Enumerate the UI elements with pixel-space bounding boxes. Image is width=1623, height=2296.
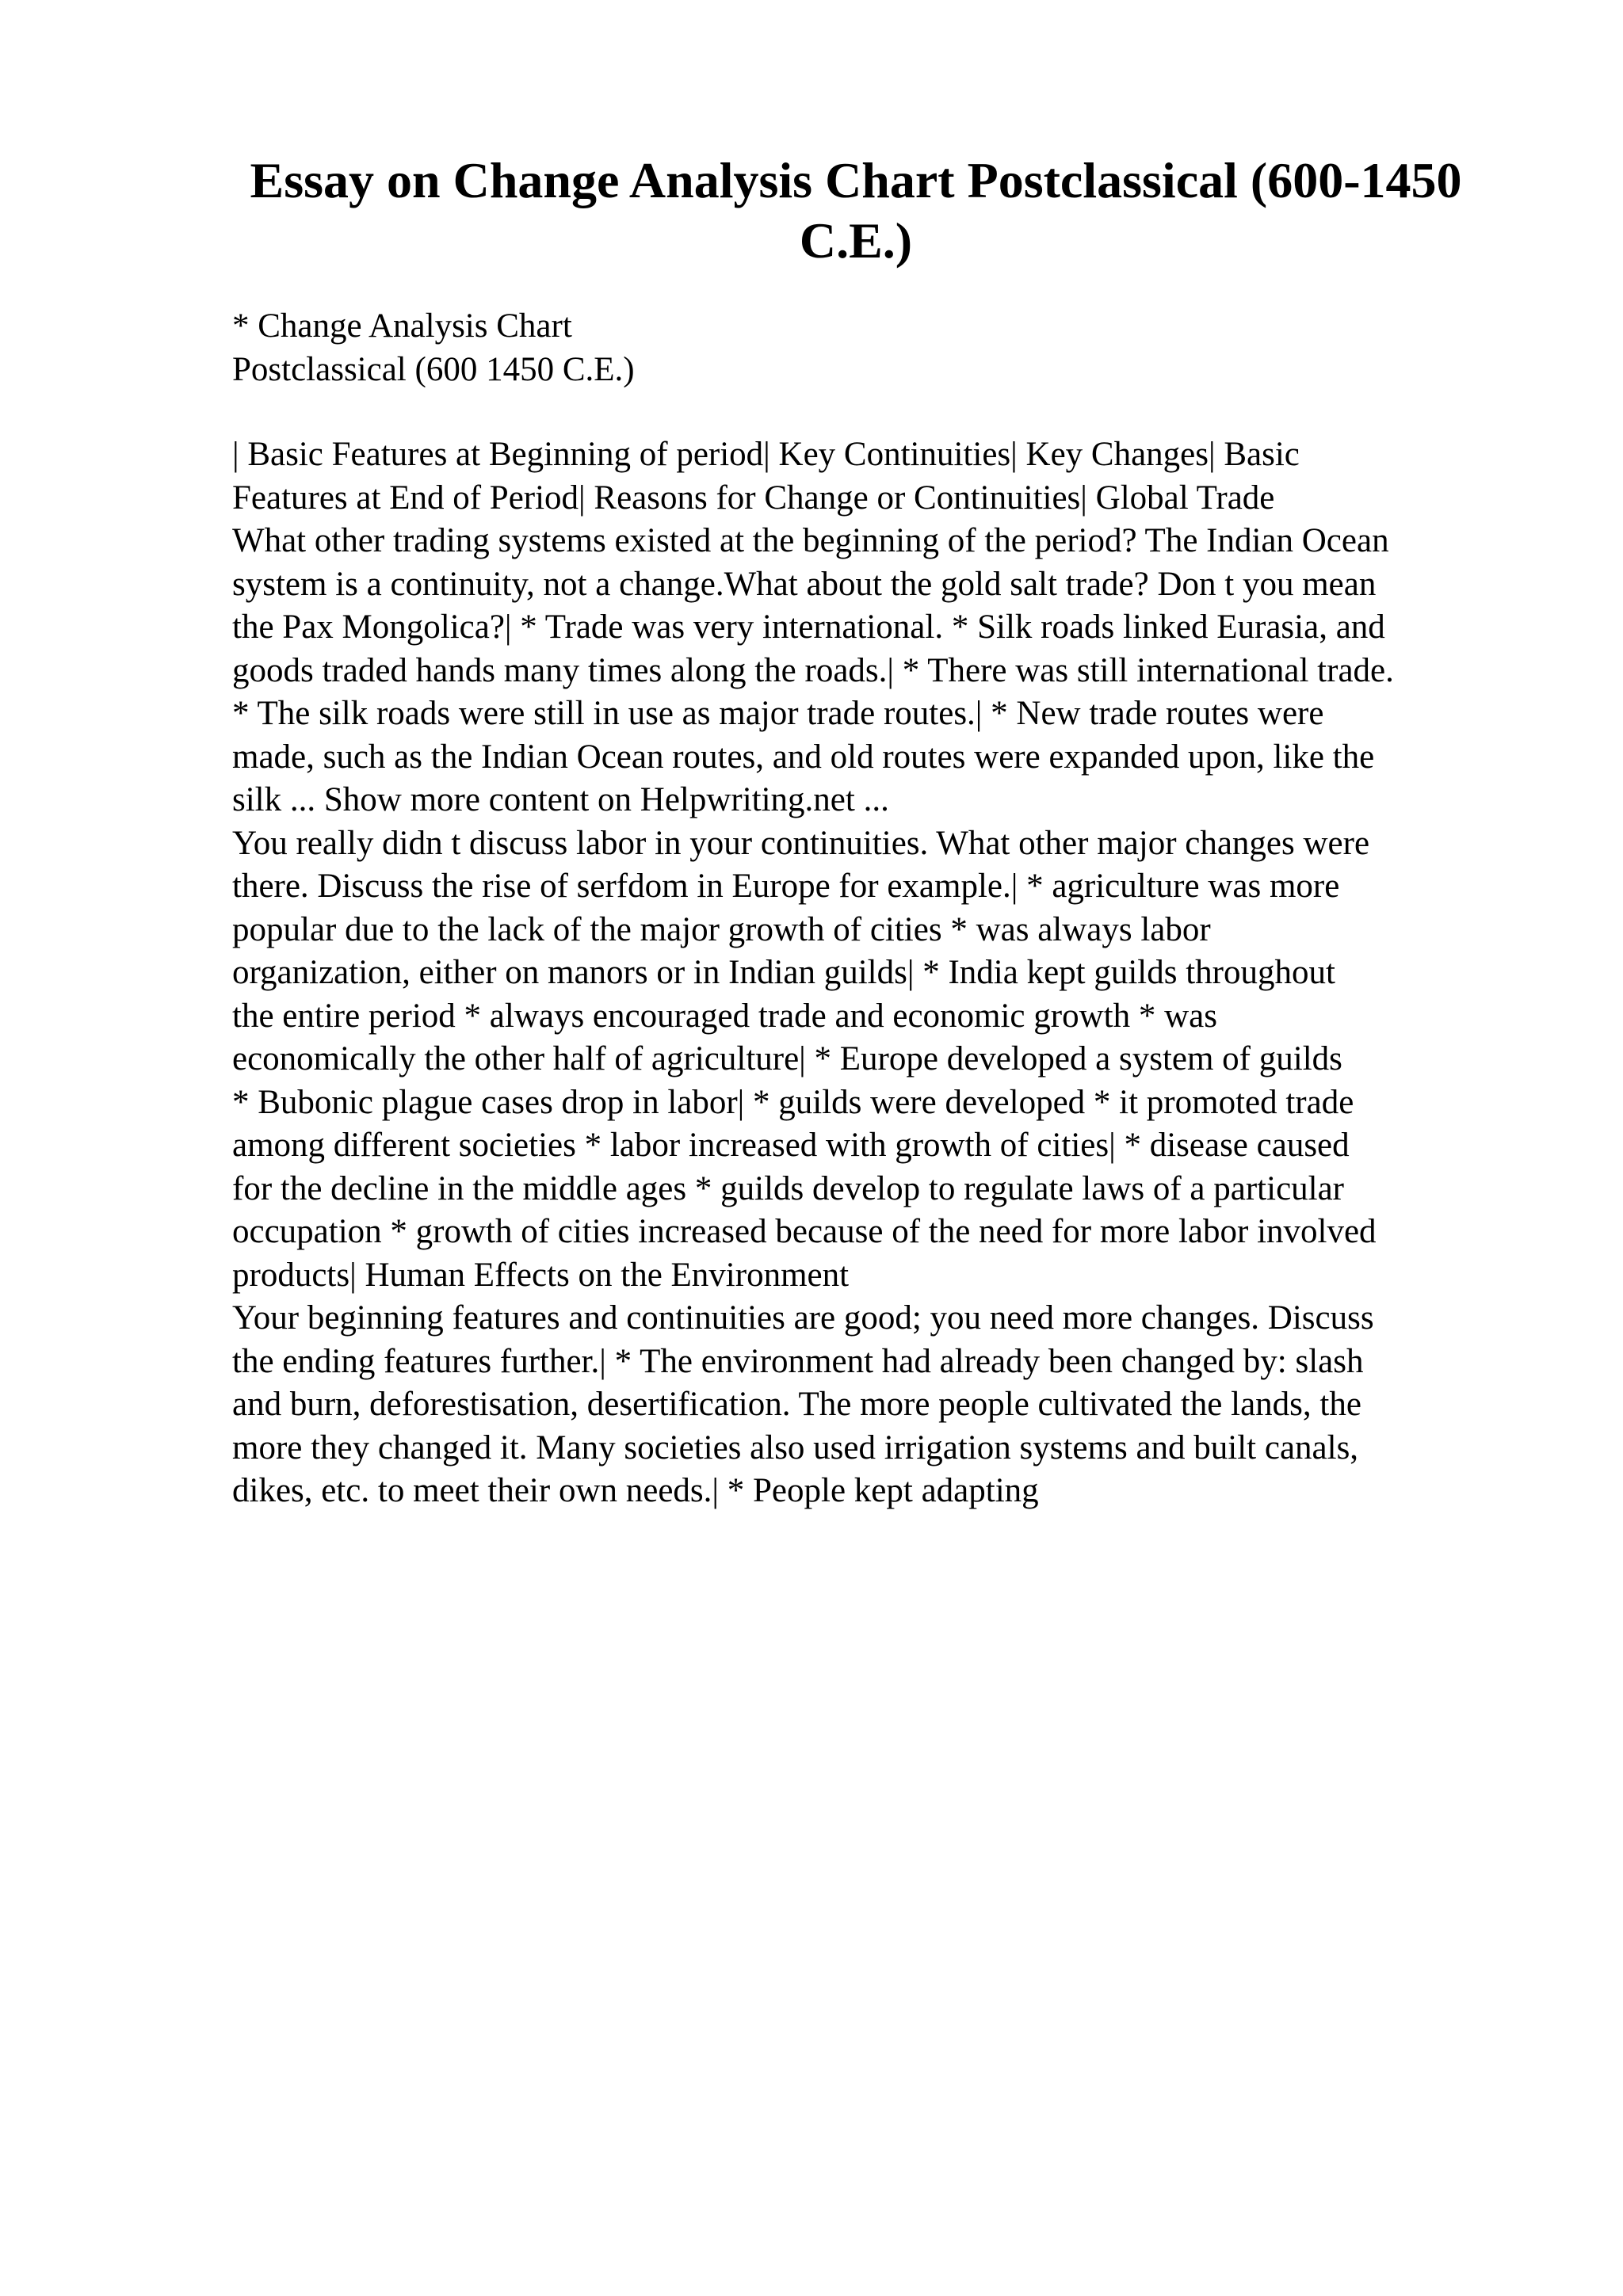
document-title: Essay on Change Analysis Chart Postclassical (600-1450 C.E.)	[250, 152, 1462, 269]
essay-body: | Basic Features at Beginning of period| Key Continuities| Key Changes| Basic Features at End of Period| Reasons for Change or Continuities| Global Trade What other trading systems existed at the beginning of the period? The Indian Ocean system is a continuity, not a change.What about the gold salt trade? Don t you mean the Pax Mongolica?| * Trade was very international. * Silk roads linked Eurasia, and goods traded hands many times along the roads.| * There was still international trade. * The silk roads were still in use as major trade routes.| * New trade routes were made, such as the Indian Ocean routes, and old routes were expanded upon, like the silk ... Show more content on Helpwriting.net ... You really didn t discuss labor in your continuities. What other major changes were there. Discuss the rise of serfdom in Europe for example.| * agriculture was more popular due to the lack of the major growth of cities * was always labor organization, either on manors or in Indian guilds| * India kept guilds throughout the entire period * always encouraged trade and economic growth * was economically the other half of agriculture| * Europe developed a system of guilds * Bubonic plague cases drop in labor| * guilds were developed * it promoted trade among different societies * labor increased with growth of cities| * disease caused for the decline in the middle ages * guilds develop to regulate laws of a particular occupation * growth of cities increased because of the need for more labor involved products| Human Effects on the Environment Your beginning features and continuities are good; you need more changes. Discuss the ending features further.| * The environment had already been changed by: slash and burn, deforestisation, desertification. The more people cultivated the lands, the more they changed it. Many societies also used irrigation systems and built canals, dikes, etc. to meet their own needs.| * People kept adapting	[232, 436, 1394, 1509]
chart-heading: * Change Analysis Chart Postclassical (600 1450 C.E.)	[232, 307, 635, 388]
